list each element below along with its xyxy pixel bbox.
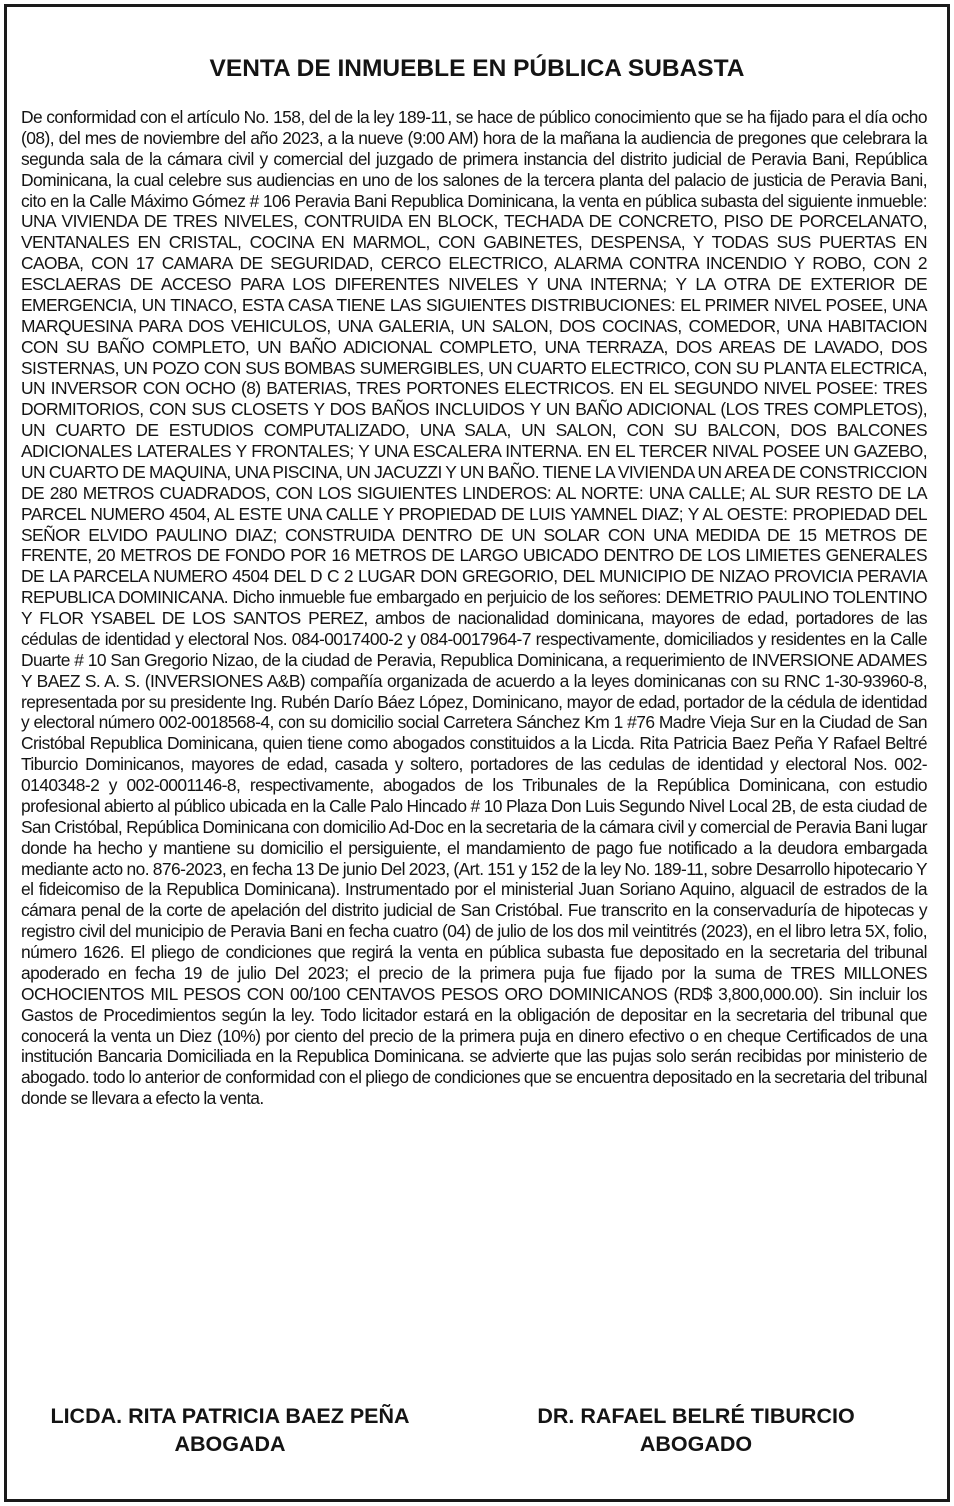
signatory-role: ABOGADA [174,1432,286,1456]
notice-body: De conformidad con el artículo No. 158, del de la ley 189-11, se hace de público conocimiento que se ha fijado para el día ocho (08), del mes de noviembre del año 2023, a la nueve (9:00 AM) hora de la mañana la audiencia de pregones que celebrara la segunda sala de la cámara civil y comercial del juzgado de primera instancia del distrito judicial de Peravia Bani, República Dominicana, la cual celebre sus audiencias en uno de los salones de la tercera planta del palacio de justicia de Peravia Bani, cito en la Calle Máximo Gómez # 106 Peravia Bani Republica Dominicana, la venta en pública subasta del siguiente inmueble: UNA VIVIENDA DE TRES NIVELES, CONTRUIDA EN BLOCK, TECHADA DE CONCRETO, PISO DE PORCELANATO, VENTANALES EN CRISTAL, COCINA EN MARMOL, CON GABINETES, DESPENSA, Y TODAS SUS PUERTAS EN CAOBA, CON 17 CAMARA DE SEGURIDAD, CERCO ELECTRICO, ALARMA CONTRA INCENDIO Y ROBO, CON 2 ESCLAERAS DE ACCESO PARA LOS DIFERENTES NIVELES Y UNA INTERNA; Y LA OTRA DE EXTERIOR DE EMERGENCIA, UN TINACO, ESTA CASA TIENE LAS SIGUIENTES DISTRIBUCIONES: EL PRIMER NIVEL POSEE, UNA MARQUESINA PARA DOS VEHICULOS, UNA GALERIA, UN SALON, DOS COCINAS, COMEDOR, UNA HABITACION CON SU BAÑO COMPLETO, UN BAÑO ADICIONAL COMPLETO, UNA TERRAZA, DOS AREAS DE LAVADO, DOS SISTERNAS, UN POZO CON SUS BOMBAS SUMERGIBLES, UN CUARTO ELECTRICO, CON SU PLANTA ELECTRICA, UN INVERSOR CON OCHO (8) BATERIAS, TRES PORTONES ELECTRICOS. EN EL SEGUNDO NIVEL POSEE: TRES DORMITORIOS, CON SUS CLOSETS Y DOS BAÑOS INCLUIDOS Y UN BAÑO ADICIONAL (LOS TRES COMPLETOS), UN CUARTO DE ESTUDIOS COMPUTALIZADO, UNA SALA, UN SALON, CON SU BALCON, DOS BALCONES ADICIONALES LATERALES Y FRONTALES; Y UNA ESCALERA INTERNA. EN EL TERCER NIVAL POSEE UN GAZEBO, UN CUARTO DE MAQUINA, UNA PISCINA, UN JACUZZI Y UN BAÑO. TIENE LA VIVIENDA UN AREA DE CONSTRICCION DE 280 METROS CUADRADOS, CON LOS SIGUIENTES LINDEROS: AL NORTE: UNA CALLE; AL SUR RESTO DE LA PARCEL NUMERO 4504, AL ESTE UNA CALLE Y PROPIEDAD DE LUIS YAMNEL DIAZ; Y AL OESTE: PROPIEDAD DEL SEÑOR ELVIDO PAULINO DIAZ; CONSTRUIDA DENTRO DE UN SOLAR CON UNA MEDIDA DE 15 METROS DE FRENTE, 20 METROS DE FONDO POR 16 METROS DE LARGO UBICADO DENTRO DE LOS LIMIETES GENERALES DE LA PARCELA NUMERO 4504 DEL D C 2 LUGAR DON GREGORIO, DEL MUNICIPIO DE NIZAO PROVICIA PERAVIA REPUBLICA DOMINICANA. Dicho inmueble fue embargado en perjuicio de los señores: DEMETRIO PAULINO TOLENTINO Y FLOR YSABEL DE LOS SANTOS PEREZ, ambos de nacionalidad dominicana, mayores de edad, portadores de las cédulas de identidad y electoral Nos. 084-0017400-2 y 084-0017964-7 respectivamente, domiciliados y residentes en la Calle Duarte # 10 San Gregorio Nizao, de la ciudad de Peravia, Republica Dominicana, a requerimiento de INVERSIONE ADAMES Y BAEZ S. A. S. (INVERSIONES A&B) compañía organizada de acuerdo a la leyes dominicanas con su RNC 1-30-93960-8, representada por su presidente Ing. Rubén Darío Báez López, Dominicano, mayor de edad, portador de la cédula de identidad y electoral número 002-0018568-4, con su domicilio social Carretera Sánchez Km 1 #76 Madre Vieja Sur en la Ciudad de San Cristóbal Republica Dominicana, quien tiene como abogados constituidos a la Licda. Rita Patricia Baez Peña Y Rafael Beltré Tiburcio Dominicanos, mayores de edad, casada y soltero, portadores de las cedulas de identidad y electoral Nos. 002-0140348-2 y 002-0001146-8, respectivamente, abogados de los Tribunales de la República Dominicana, con estudio profesional abierto al público ubicada en la Calle Palo Hincado # 10 Plaza Don Luis Segundo Nivel Local 2B, de esta ciudad de San Cristóbal, República Dominicana con domicilio Ad-Doc en la secretaria de la cámara civil y comercial de Peravia Bani lugar donde ha hecho y mantiene su domicilio el persiguiente, el mandamiento de pago fue notificado a la deudora embargada mediante acto no. 876-2023, en fecha 13 De junio Del 2023, (Art. 151 y 152 de la ley No. 189-11, sobre Desarrollo hipotecario Y el fideicomiso de la Republica Dominicana). Instrumentado por el ministerial Juan Soriano Aquino, alguacil de estrados de la cámara penal de la corte de apelación del distrito judicial de San Cristóbal. Fue transcrito en la conservaduría de hipotecas y registro civil del municipio de Peravia Bani en fecha cuatro (04) de julio de los dos mil veintitrés (2023), en el libro letra 5X, folio, número 1626. El pliego de condiciones que regirá la venta en pública subasta fue depositado en la secretaria del tribunal apoderado en fecha 19 de julio Del 2023; el precio de la primera puja fue fijado por la suma de TRES MILLONES OCHOCIENTOS MIL PESOS CON 00/100 CENTAVOS PESOS ORO DOMINICANOS (RD$ 3,800,000.00). Sin incluir los Gastos de Procedimientos según la ley. Todo licitador estará en la obligación de depositar en la secretaria del tribunal que conocerá la venta un Diez (10%) por ciento del precio de la primera puja en dinero efectivo o en cheque Certificados de una institución Bancaria Domiciliada en la Republica Dominicana. se advierte que las pujas solo serán recibidas por ministerio de abogado. todo lo anterior de conformidad con el pliego de condiciones que se encuentra depositado en la secretaria del tribunal donde se llevara a efecto la venta. [21,107,927,1109]
signature-block-right [486,1402,906,1458]
signatory-name: LICDA. RITA PATRICIA BAEZ PEÑA [50,1404,410,1428]
signatory-role: ABOGADO [639,1432,753,1456]
signature-block-left [20,1402,440,1458]
signatory-name: DR. RAFAEL BELRÉ TIBURCIO [537,1404,855,1428]
notice-title: VENTA DE INMUEBLE EN PÚBLICA SUBASTA [209,55,745,82]
